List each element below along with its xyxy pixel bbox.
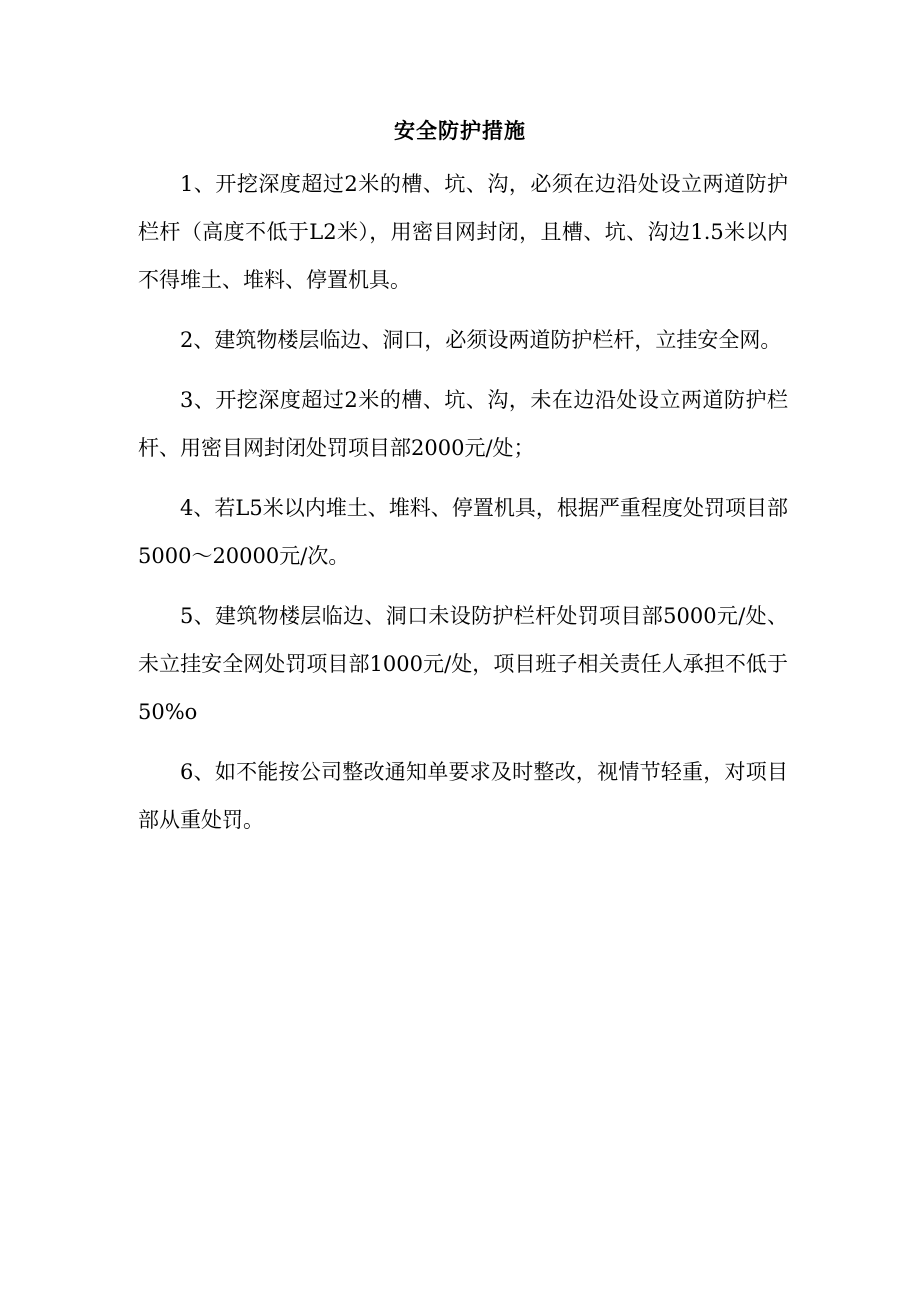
paragraph-6: 6、如不能按公司整改通知单要求及时整改，视情节轻重，对项目部从重处罚。 <box>138 760 788 832</box>
paragraph-3: 3、开挖深度超过2米的槽、坑、沟，未在边沿处设立两道防护栏杆、用密目网封闭处罚项目部2000元/处； <box>138 388 788 460</box>
document-title: 安全防护措施 <box>394 118 526 143</box>
document-body <box>138 160 788 856</box>
paragraph-1: 1、开挖深度超过2米的槽、坑、沟，必须在边沿处设立两道防护栏杆（高度不低于L2米），用密目网封闭，且槽、坑、沟边1.5米以内不得堆土、堆料、停置机具。 <box>138 172 788 292</box>
paragraph-2: 2、建筑物楼层临边、洞口，必须设两道防护栏杆，立挂安全网。 <box>180 328 782 352</box>
paragraph-4: 4、若L5米以内堆土、堆料、停置机具，根据严重程度处罚项目部5000～20000元/次。 <box>138 496 788 568</box>
paragraph-5: 5、建筑物楼层临边、洞口未设防护栏杆处罚项目部5000元/处、未立挂安全网处罚项目部1000元/处，项目班子相关责任人承担不低于50%o <box>138 604 788 724</box>
